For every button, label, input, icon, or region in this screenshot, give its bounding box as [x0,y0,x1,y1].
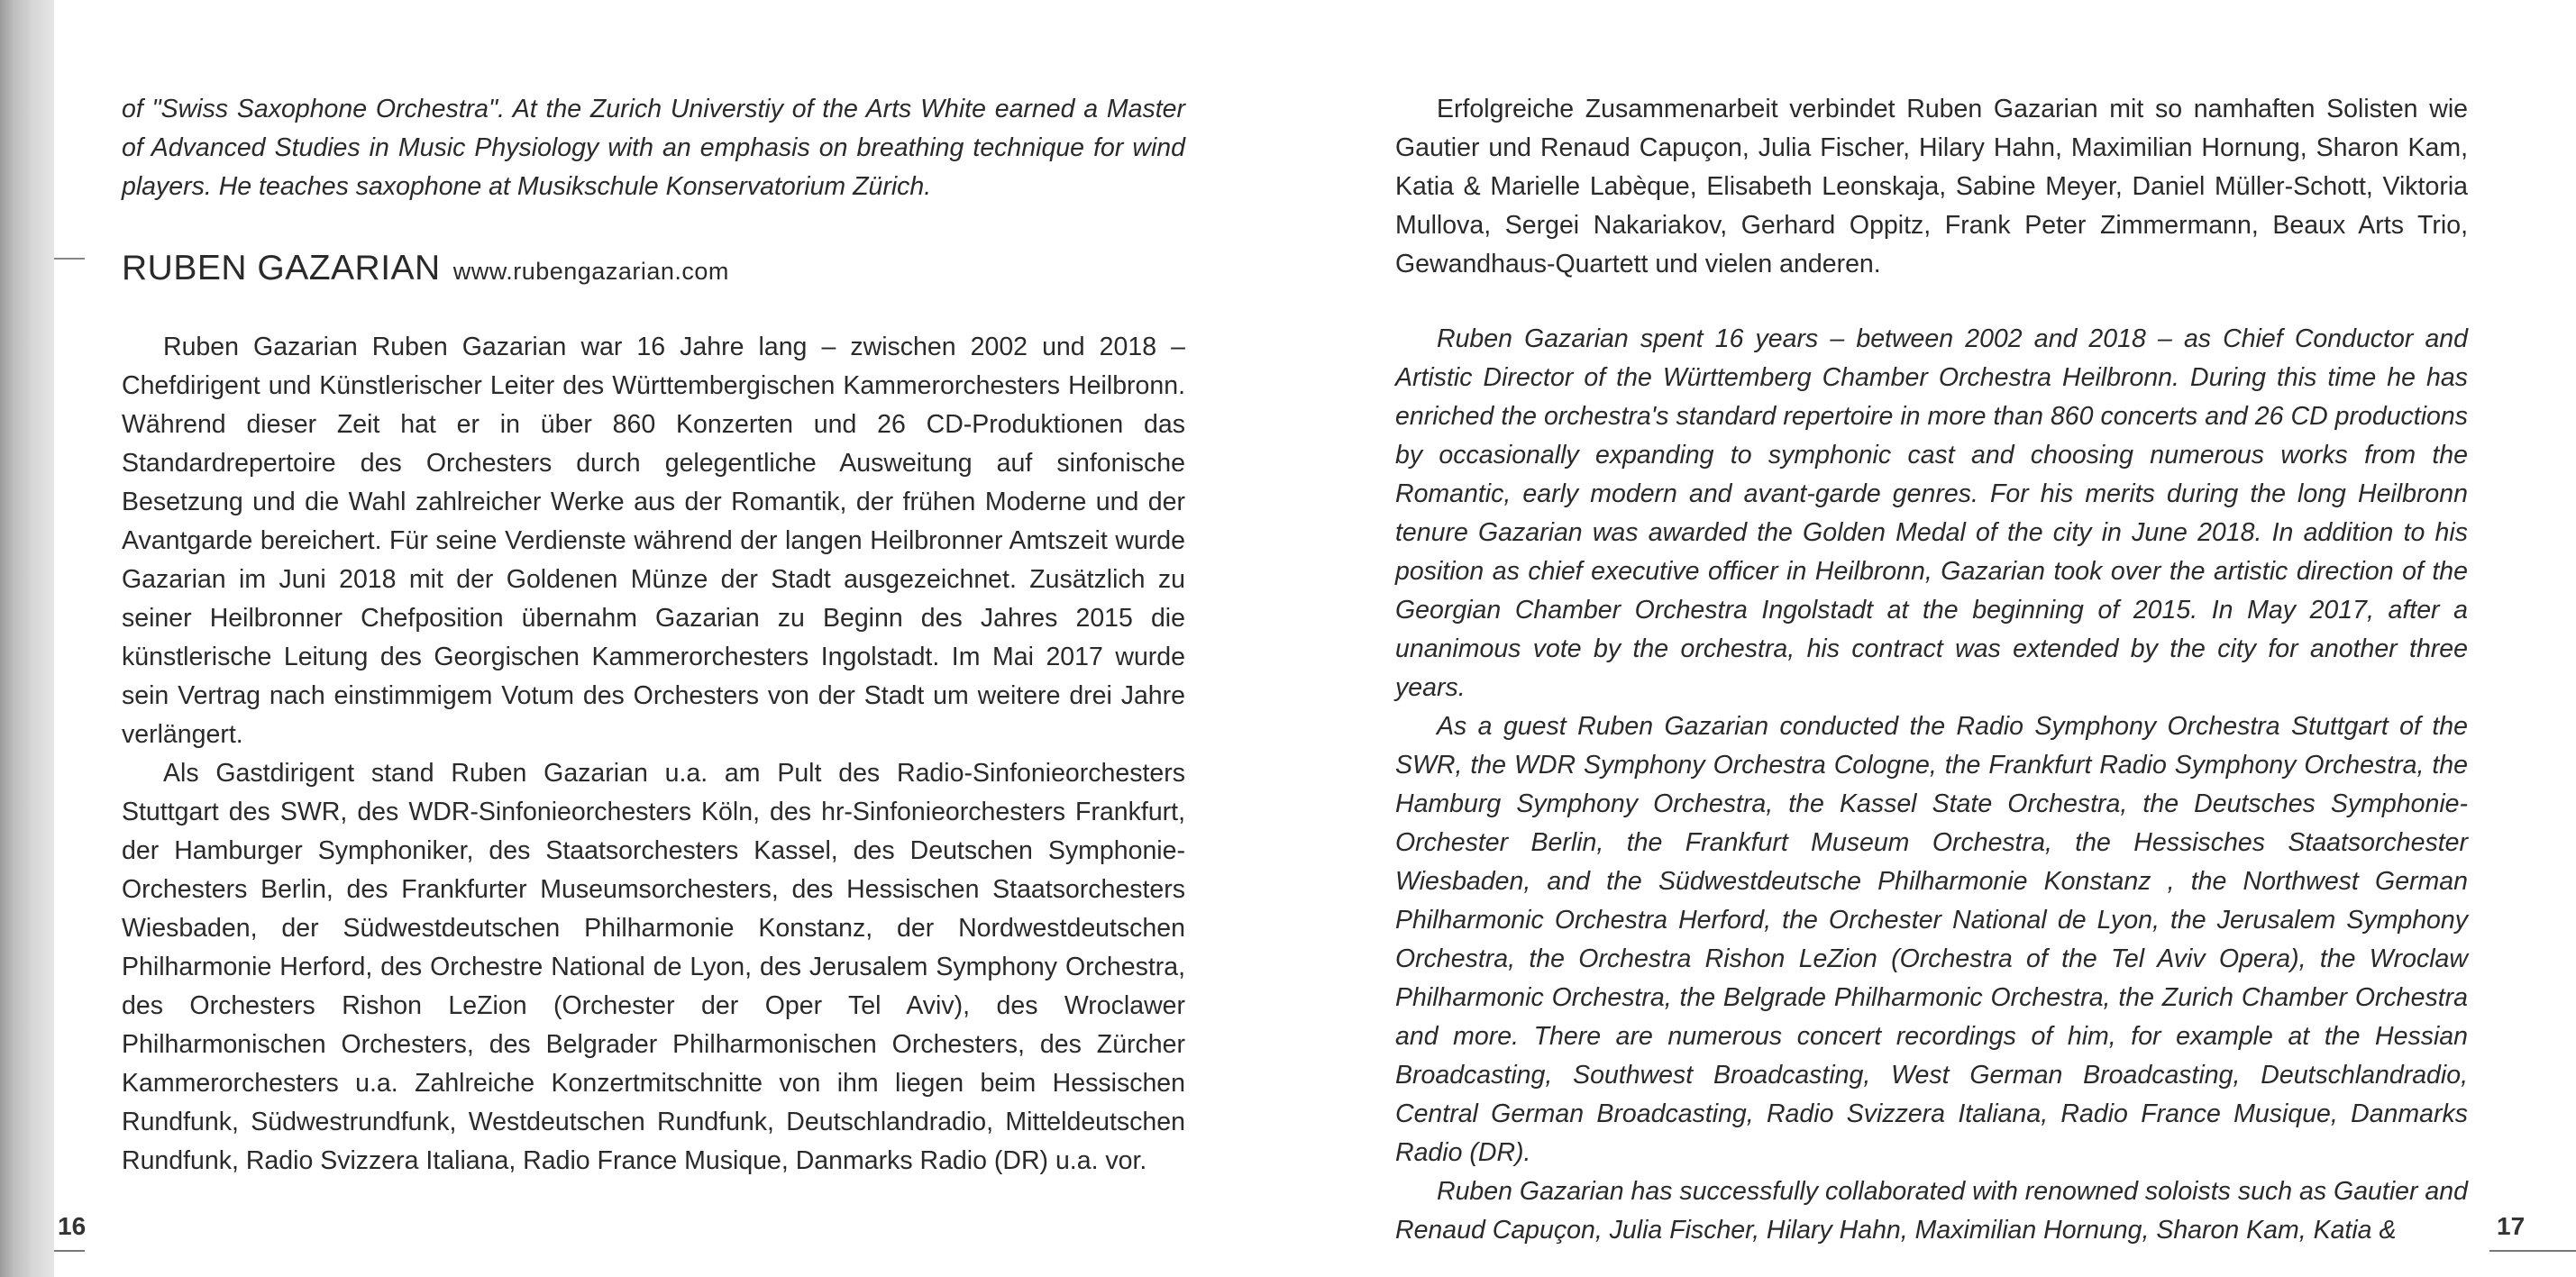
page-number-right: 17 [2497,1212,2526,1240]
page-number-left: 16 [58,1212,87,1240]
intro-paragraph: of "Swiss Saxophone Orchestra". At the Zurich Universtiy of the Arts White earned a Master of Advanced Studies in Music Physiology with an emphasis on breathing technique for wind players. He teaches saxophone at Musikschule Konservatorium Zürich. [122,95,1185,201]
bio-paragraph-en-2: As a guest Ruben Gazarian conducted the Radio Symphony Orchestra Stuttgart of the SWR, the WDR Symphony Orchestra Cologne, the Frankfurt Radio Symphony Orchestra, the Hamburg Symphony Orchestra, the Kassel State Orchestra, the Deutsches Symphonie-Orchester Berlin, the Frankfurt Museum Orchestra, the Hessisches Staatsorchester Wiesbaden, and the Südwestdeutsche Philharmonie Konstanz , the Northwest German Philharmonic Orchestra Herford, the Orchester National de Lyon, the Jerusalem Symphony Orchestra, the Orchestra Rishon LeZion (Orchestra of the Tel Aviv Opera), the Wroclaw Philharmonic Orchestra, the Belgrade Philharmonic Orchestra, the Zurich Chamber Orchestra and more. There are numerous concert recordings of him, for example at the Hessian Broadcasting, Southwest Broadcasting, West German Broadcasting, Deutschlandradio, Central German Broadcasting, Radio Svizzera Italiana, Radio France Musique, Danmarks Radio (DR). [1395,712,2468,1167]
bio-paragraph-en-1: Ruben Gazarian spent 16 years – between 2002 and 2018 – as Chief Conductor and Artistic Director of the Württemberg Chamber Orchestra Heilbronn. During this time he has enriched the orchestra's standard repertoire in more than 860 concerts and 26 CD productions by occasionally expanding to symphonic cast and choosing numerous works from the Romantic, early modern and avant-garde genres. For his merits during the long Heilbronn tenure Gazarian was awarded the Golden Medal of the city in June 2018. In addition to his position as chief executive officer in Heilbronn, Gazarian took over the artistic direction of the Georgian Chamber Orchestra Ingolstadt at the beginning of 2015. In May 2017, after a unanimous vote by the orchestra, his contract was extended by the city for another three years. [1395,324,2468,702]
bio-paragraph-de-1: Ruben Gazarian Ruben Gazarian war 16 Jahre lang – zwischen 2002 und 2018 – Chefdirigent und Künstlerischer Leiter des Württembergischen Kammerorchesters Heilbronn. Während dieser Zeit hat er in über 860 Konzerten und 26 CD-Produktionen das Standardrepertoire des Orchesters durch gelegentliche Ausweitung auf sinfonische Besetzung und die Wahl zahlreicher Werke aus der Romantik, der frühen Moderne und der Avantgarde bereichert. Für seine Verdienste während der langen Heilbronner Amtszeit wurde Gazarian im Juni 2018 mit der Goldenen Münze der Stadt ausgezeichnet. Zusätzlich zu seiner Heilbronner Chefposition übernahm Gazarian zu Beginn des Jahres 2015 die künstlerische Leitung des Georgischen Kammerorchesters Ingolstadt. Im Mai 2017 wurde sein Vertrag nach einstimmigem Votum des Orchesters von der Stadt um weitere drei Jahre verlängert. [122,333,1185,749]
left-page [122,90,1185,1181]
footer-rule-left [54,1250,85,1252]
bio-paragraph-de-3: Erfolgreiche Zusammenarbeit verbindet Ruben Gazarian mit so namhaften Solisten wie Gautier und Renaud Capuçon, Julia Fischer, Hilary Hahn, Maximilian Hornung, Sharon Kam, Katia & Marielle Labèque, Elisabeth Leonskaja, Sabine Meyer, Daniel Müller-Schott, Viktoria Mullova, Sergei Nakariakov, Gerhard Oppitz, Frank Peter Zimmermann, Beaux Arts Trio, Gewandhaus-Quartett und vielen anderen. [1395,95,2468,278]
footer-rule-right [2489,1250,2576,1252]
right-page [1395,90,2468,1250]
artist-name: RUBEN GAZARIAN [122,249,441,287]
bio-paragraph-en-3: Ruben Gazarian has successfully collaborated with renowned soloists such as Gautier and Renaud Capuçon, Julia Fischer, Hilary Hahn, Maximilian Hornung, Sharon Kam, Katia & [1395,1177,2468,1245]
book-spine-shadow [0,0,54,1277]
artist-website: www.rubengazarian.com [452,258,729,285]
margin-tick-mark [54,258,85,260]
bio-heading [122,246,1185,294]
bio-paragraph-de-2: Als Gastdirigent stand Ruben Gazarian u.a. am Pult des Radio-Sinfonieorchesters Stuttgart des SWR, des WDR-Sinfonieorchesters Köln, des hr-Sinfonieorchesters Frankfurt, der Hamburger Symphoniker, des Staatsorchesters Kassel, des Deutschen Symphonie-Orchesters Berlin, des Frankfurter Museumsorchesters, des Hessischen Staatsorchesters Wiesbaden, der Südwestdeutschen Philharmonie Konstanz, der Nordwestdeutschen Philharmonie Herford, des Orchestre National de Lyon, des Jerusalem Symphony Orchestra, des Orchesters Rishon LeZion (Orchester der Oper Tel Aviv), des Wroclawer Philharmonischen Orchesters, des Belgrader Philharmonischen Orchesters, des Zürcher Kammerorchesters u.a. Zahlreiche Konzertmitschnitte von ihm liegen beim Hessischen Rundfunk, Südwestrundfunk, Westdeutschen Rundfunk, Deutschlandradio, Mitteldeutschen Rundfunk, Radio Svizzera Italiana, Radio France Musique, Danmarks Radio (DR) u.a. vor. [122,759,1185,1175]
